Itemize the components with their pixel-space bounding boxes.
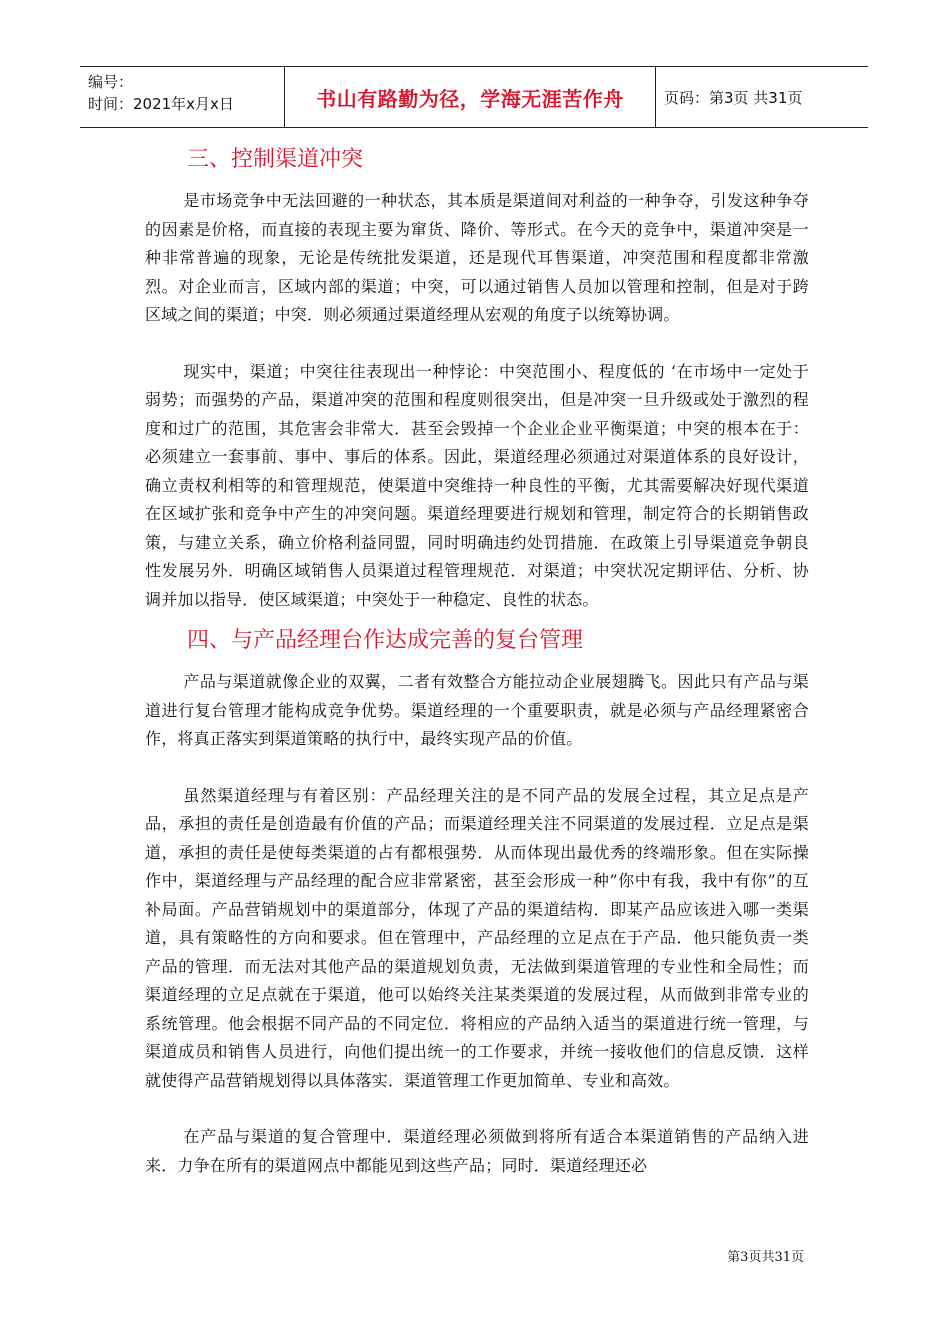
paragraph: 在产品与渠道的复合管理中．渠道经理必须做到将所有适合本渠道销售的产品纳入进来．力争在所有的渠道网点中都能见到这些产品；同时．渠道经理还必 (145, 1127, 809, 1175)
time-label: 时间：2021年x月x日 (88, 95, 234, 113)
header-page-info: 页码：第3页 共31页 (664, 88, 803, 107)
header-motto: 书山有路勤为径，学海无涯苦作舟 (284, 67, 656, 127)
page-footer: 第3页共31页 (727, 1250, 804, 1265)
serial-label: 编号： (88, 73, 134, 91)
section-heading-4: 四、与产品经理台作达成完善的复台管理 (187, 628, 584, 653)
section-heading-3: 三、控制渠道冲突 (187, 147, 364, 172)
paragraph: 是市场竞争中无法回避的一种状态，其本质是渠道间对利益的一种争夺，引发这种争夺的因素是价格，而直接的表现主要为窜货、降价、等形式。在今天的竞争中，渠道冲突是一种非常普遍的现象，无论是传统批发渠道，还是现代耳售渠道，冲突范围和程度都非常激烈。对企业而言，区域内部的渠道；中突，可以通过销售人员加以管理和控制，但是对于跨区域之间的渠道；中突．则必须通过渠道经理从宏观的角度子以统筹协调。 (145, 191, 809, 324)
paragraph: 虽然渠道经理与有着区别：产品经理关注的是不同产品的发展全过程，其立足点是产品，承担的责任是创造最有价值的产品；而渠道经理关注不同渠道的发展过程．立足点是渠道，承担的责任是使每类渠道的占有都根强势．从而体现出最优秀的终端形象。但在实际操作中，渠道经理与产品经理的配合应非常紧密，甚至会形成一种”你中有我，我中有你”的互补局面。产品营销规划中的渠道部分，体现了产品的渠道结构．即某产品应该进入哪一类渠道，具有策略性的方向和要求。但在管理中，产品经理的立足点在于产品．他只能负责一类产品的管理．而无法对其他产品的渠道规划负责，无法做到渠道管理的专业性和全局性；而渠道经理的立足点就在于渠道，他可以始终关注某类渠道的发展过程，从而做到非常专业的系统管理。他会根据不同产品的不同定位．将相应的产品纳入适当的渠道进行统一管理，与渠道成员和销售人员进行，向他们提出统一的工作要求，并统一接收他们的信息反馈．这样就使得产品营销规划得以具体落实．渠道管理工作更加简单、专业和高效。 (145, 785, 809, 1090)
header-meta (80, 67, 284, 127)
paragraph: 产品与渠道就像企业的双翼，二者有效整合方能拉动企业展翅腾飞。因此只有产品与渠道进行复台管理才能构成竞争优势。渠道经理的一个重要职责，就是必须与产品经理紧密合作，将真正落实到渠道策略的执行中，最终实现产品的价值。 (145, 672, 809, 748)
document-body (145, 145, 809, 1180)
page-header (80, 66, 868, 128)
paragraph: 现实中，渠道；中突往往表现出一种悖论：中突范围小、程度低的 ‘在市场中一定处于弱势；而强势的产品，渠道冲突的范围和程度则很突出，但是冲突一旦升级或处于激烈的程度和过广的范围，其危害会非常大．甚至会毁掉一个企业企业平衡渠道；中突的根本在于：必须建立一套事前、事中、事后的体系。因此，渠道经理必须通过对渠道体系的良好设计，确立责权利相等的和管理规范，使渠道中突维持一种良性的平衡，尤其需要解决好现代渠道在区域扩张和竞争中产生的冲突问题。渠道经理要进行规划和管理，制定符合的长期销售政策，与建立关系，确立价格利益同盟，同时明确违约处罚措施．在政策上引导渠道竞争朝良性发展另外．明确区域销售人员渠道过程管理规范．对渠道；中突状况定期评估、分析、协调并加以指导．使区域渠道；中突处于一种稳定、良性的状态。 (145, 361, 809, 609)
